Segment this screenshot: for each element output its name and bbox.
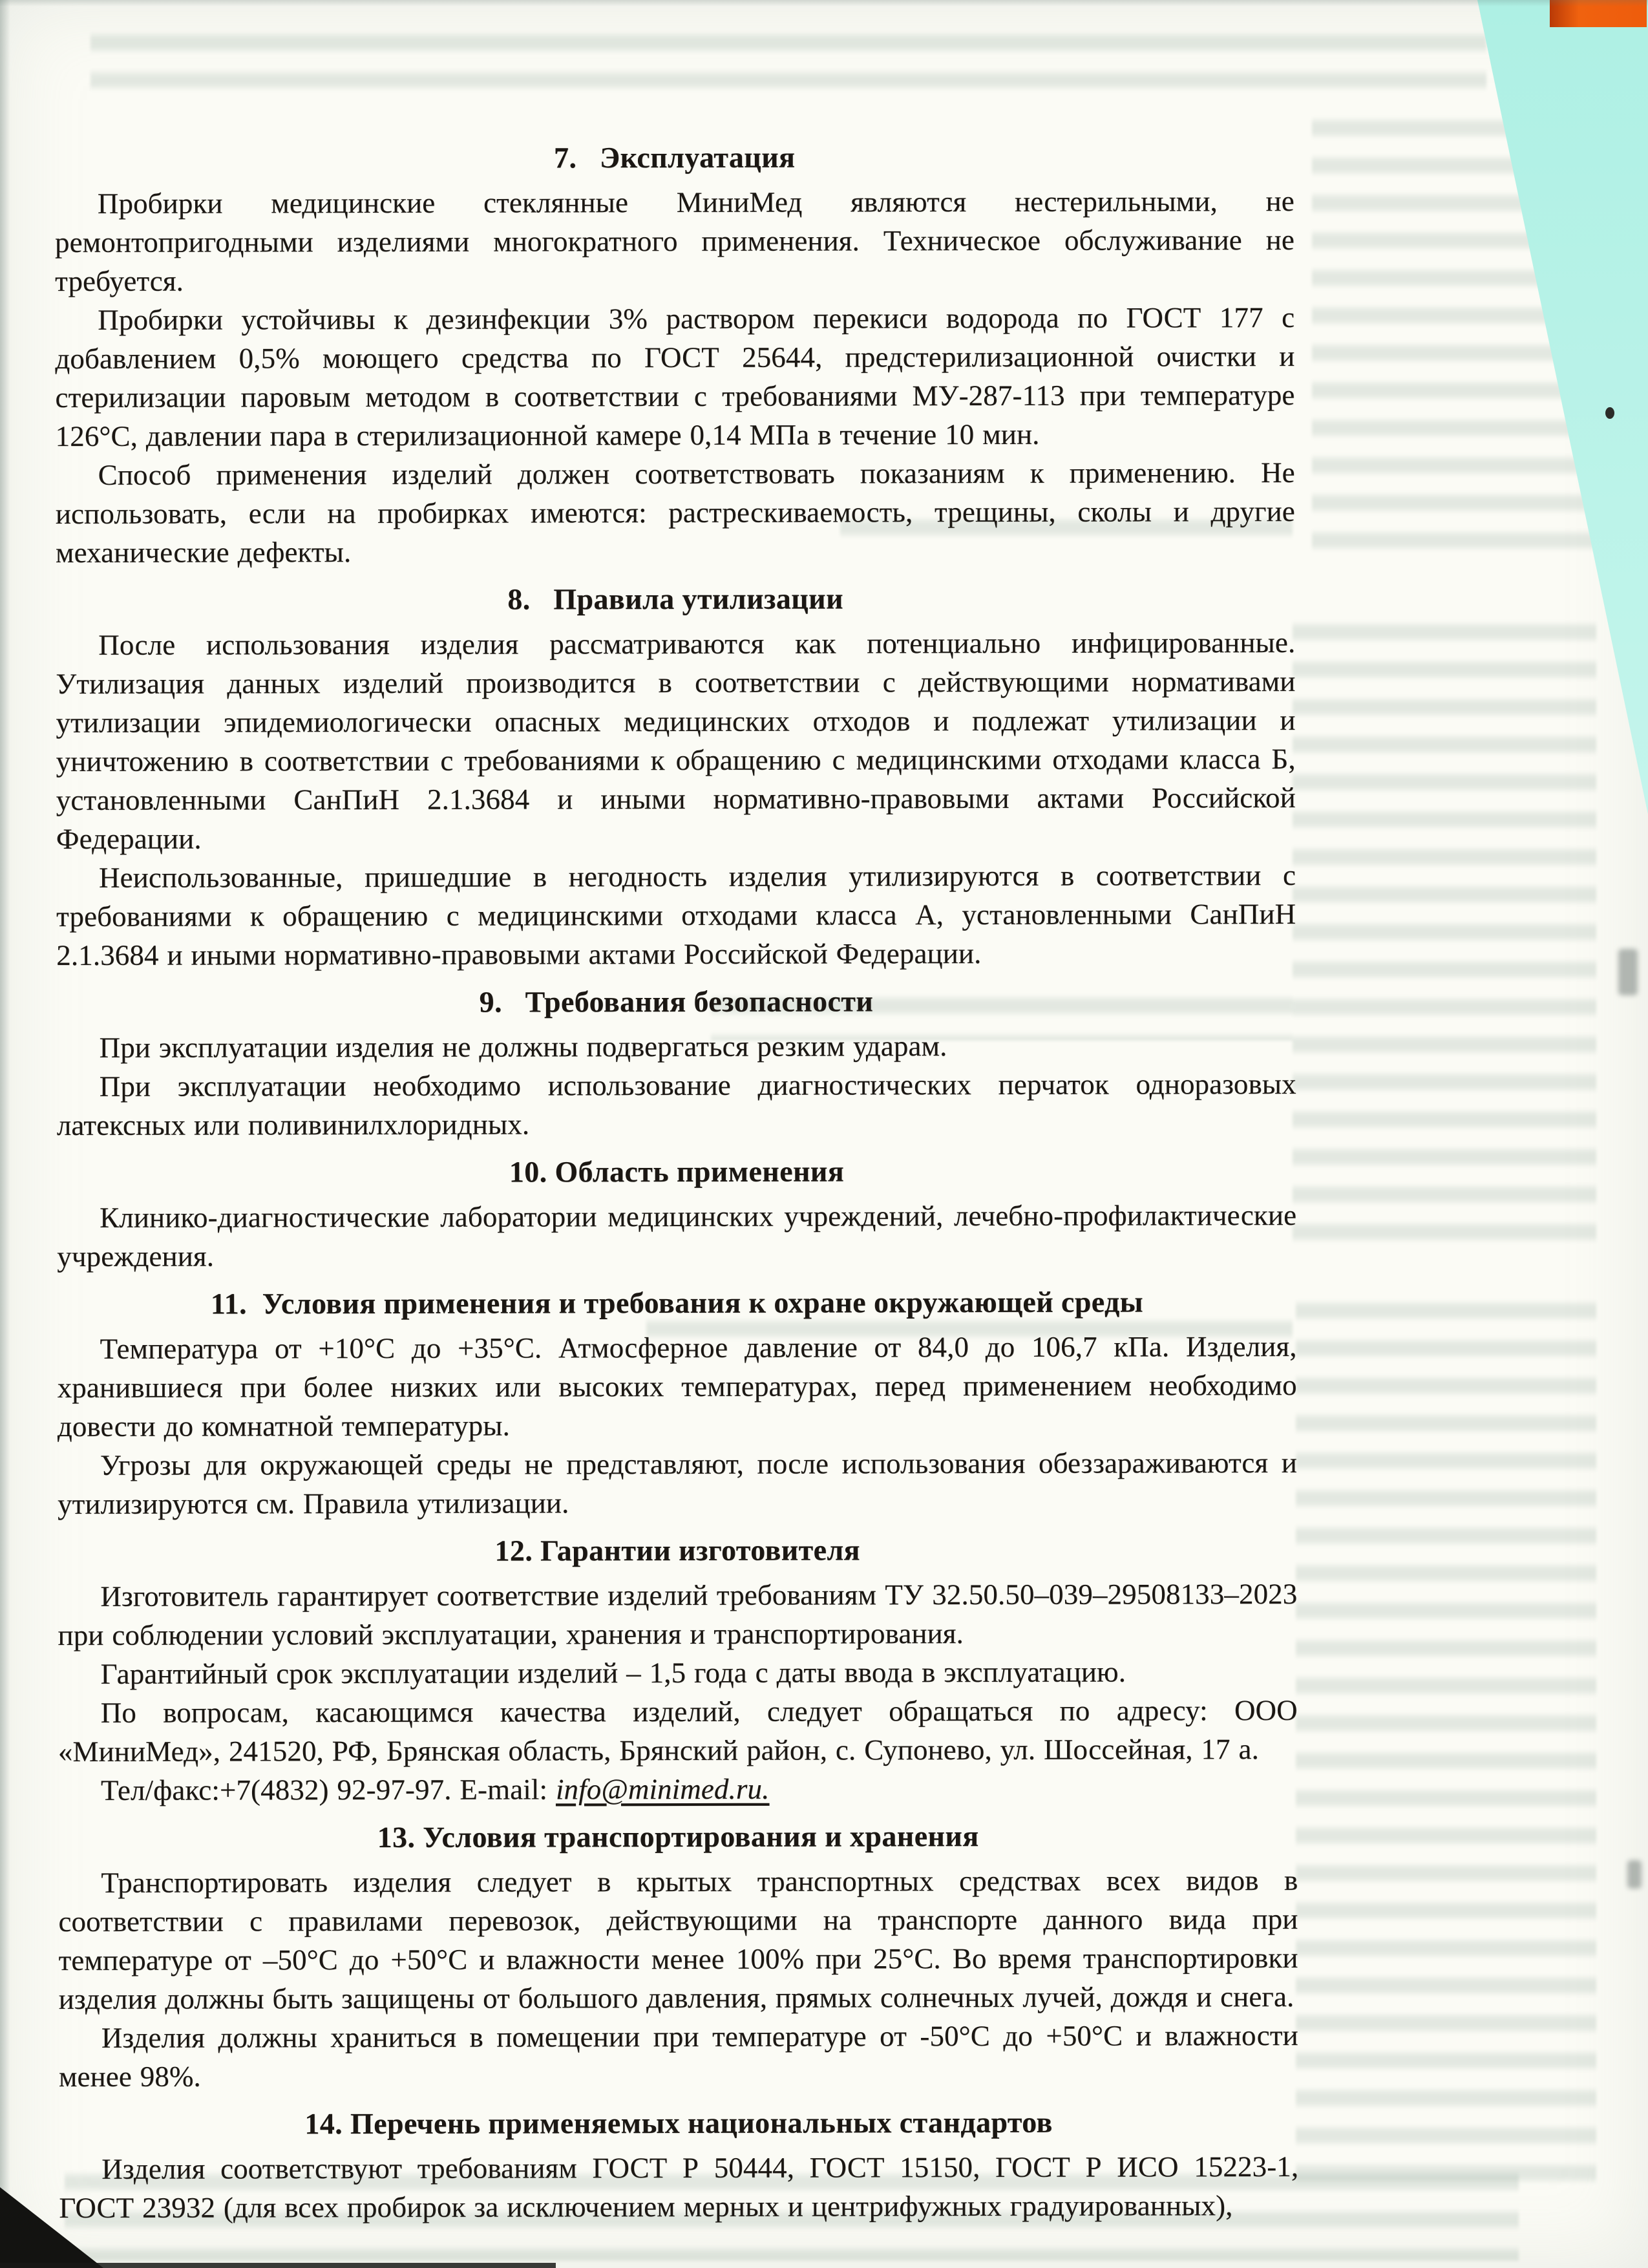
contact-text: Тел/факс:+7(4832) 92-97-97. E-mail: bbox=[100, 1773, 556, 1807]
scan-edge-shadow-left bbox=[0, 0, 10, 2268]
paragraph: Пробирки медицинские стеклянные МиниМед являются нестерильными, не ремонтопригодными изделиями многократного применения. Техническое обслуживание не требуется. bbox=[54, 184, 1295, 298]
section-heading: 12. Гарантии изготовителя bbox=[494, 1533, 860, 1567]
section-9-safety-requirements bbox=[56, 981, 1296, 1145]
paragraph: При эксплуатации необходимо использование диагностических перчаток одноразовых латексных или поливинилхлоридных. bbox=[56, 1067, 1296, 1142]
section-14-national-standards bbox=[59, 2103, 1298, 2227]
paragraph: Клинико-диагностические лаборатории медицинских учреждений, лечебно-профилактические учреждения. bbox=[57, 1198, 1297, 1273]
paragraph: Пробирки устойчивы к дезинфекции 3% раствором перекиси водорода по ГОСТ 177 с добавлением 0,5% моющего средства по ГОСТ 25644, предстерилизационной очистки и стерилизации паровым методом в соответствии с требованиями МУ-287-113 при температуре 126°С, давлении пара в стерилизационной камере 0,14 МПа в течение 10 мин. bbox=[55, 301, 1295, 453]
section-heading: 10. Область применения bbox=[509, 1154, 845, 1189]
paragraph: По вопросам, касающимся качества изделий, следует обращаться по адресу: ООО «МиниМед», 241520, РФ, Брянская область, Брянский район, с. Супонево, ул. Шоссейная, 17 а. bbox=[58, 1693, 1298, 1768]
document-content bbox=[55, 128, 1299, 2227]
section-heading: 8. Правила утилизации bbox=[507, 582, 843, 616]
paragraph: Температура от +10°С до +35°С. Атмосферное давление от 84,0 до 106,7 кПа. Изделия, хранившиеся при более низких или высоких температурах, перед применением необходимо довести до комнатной температуры. bbox=[57, 1330, 1297, 1443]
edge-smudge bbox=[1618, 949, 1638, 995]
paragraph: Транспортировать изделия следует в крытых транспортных средствах всех видов в соответствии с правилами перевозок, действующими на транспорте данного вида при температуре от –50°С до +50°С и влажности менее 100% при 25°С. Во время транспортировки изделия должны быть защищены от большого давления, прямых солнечных лучей, дождя и снега. bbox=[58, 1863, 1298, 2016]
section-10-application-area bbox=[57, 1151, 1296, 1276]
paragraph: Изготовитель гарантирует соответствие изделий требованиям ТУ 32.50.50–039–29508133–2023 при соблюдении условий эксплуатации, хранения и транспортирования. bbox=[58, 1577, 1298, 1652]
paragraph: Способ применения изделий должен соответствовать показаниям к применению. Не использовать, если на пробирках имеются: растрескиваемость, трещины, сколы и другие механические дефекты. bbox=[55, 456, 1295, 569]
section-heading: 11. Условия применения и требования к охране окружающей среды bbox=[210, 1285, 1144, 1320]
paragraph: Неиспользованные, пришедшие в негодность изделия утилизируются в соответствии с требованиями к обращению с медицинскими отходами класса А, установленными СанПиН 2.1.3684 и иными нормативно-правовыми актами Российской Федерации. bbox=[56, 858, 1296, 972]
section-8-disposal-rules bbox=[56, 578, 1296, 975]
edge-smudge bbox=[1627, 1860, 1642, 1889]
ink-speck bbox=[1605, 407, 1614, 419]
section-heading: 9. Требования безопасности bbox=[479, 984, 874, 1019]
section-12-manufacturer-warranty bbox=[58, 1530, 1298, 1810]
email-address: info@minimed.ru. bbox=[555, 1772, 770, 1806]
section-13-transport-storage bbox=[58, 1816, 1298, 2096]
paragraph: После использования изделия рассматриваются как потенциально инфицированные. Утилизация данных изделий производится в соответствии с действующими нормативами утилизации эпидемиологически опасных медицинских отходов и подлежат утилизации и уничтожению в соответствии с требованиями к обращению с медицинскими отходами класса Б, установленными СанПиН 2.1.3684 и иными нормативно-правовыми актами Российской Федерации. bbox=[56, 626, 1296, 856]
paragraph: При эксплуатации изделия не должны подвергаться резким ударам. bbox=[99, 1030, 947, 1064]
paragraph: Гарантийный срок эксплуатации изделий – 1,5 года с даты ввода в эксплуатацию. bbox=[100, 1655, 1126, 1690]
section-11-usage-conditions bbox=[57, 1282, 1297, 1523]
scan-edge-shadow-bottom bbox=[0, 2263, 556, 2268]
section-heading: 14. Перечень применяемых национальных стандартов bbox=[304, 2105, 1053, 2141]
paragraph: Изделия соответствуют требованиям ГОСТ Р 50444, ГОСТ 15150, ГОСТ Р ИСО 15223-1, ГОСТ 23932 (для всех пробирок за исключением мерных и центрифужных градуированных), bbox=[59, 2150, 1299, 2225]
scan-edge-shadow-top bbox=[0, 0, 1648, 6]
contact-paragraph bbox=[58, 1768, 1298, 1810]
section-7-operation bbox=[55, 137, 1295, 572]
section-heading: 7. Эксплуатация bbox=[553, 140, 796, 175]
section-heading: 13. Условия транспортирования и хранения bbox=[377, 1819, 979, 1854]
paragraph: Изделия должны храниться в помещении при температуре от -50°С до +50°С и влажности менее 98%. bbox=[58, 2019, 1298, 2093]
paragraph: Угрозы для окружающей среды не представляют, после использования обеззараживаются и утилизируются см. Правила утилизации. bbox=[58, 1446, 1297, 1521]
